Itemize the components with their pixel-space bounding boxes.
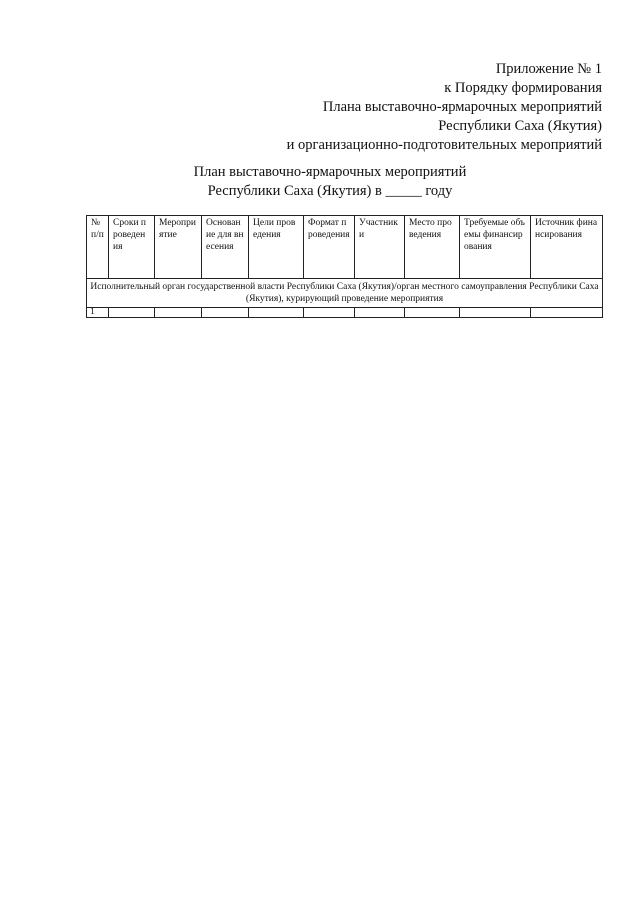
table-cell bbox=[202, 308, 249, 318]
title-line-2: Республики Саха (Якутия) в _____ году bbox=[207, 183, 453, 199]
column-header-number: № п/п bbox=[87, 216, 109, 279]
table-cell bbox=[109, 308, 155, 318]
appendix-line: и организационно-подготовительных мероприятий bbox=[286, 137, 602, 153]
document-title bbox=[150, 163, 510, 201]
table-cell bbox=[155, 308, 202, 318]
table-cell bbox=[405, 308, 460, 318]
column-header-format: Формат проведения bbox=[304, 216, 355, 279]
column-header-participants: Участники bbox=[355, 216, 405, 279]
table-cell bbox=[531, 308, 603, 318]
title-line-1: План выставочно-ярмарочных мероприятий bbox=[193, 164, 467, 180]
column-header-basis: Основание для внесения bbox=[202, 216, 249, 279]
appendix-header bbox=[287, 60, 602, 155]
column-header-venue: Место проведения bbox=[405, 216, 460, 279]
table-cell bbox=[355, 308, 405, 318]
table-row bbox=[87, 308, 603, 318]
table-cell: 1 bbox=[87, 308, 109, 318]
appendix-number: Приложение № 1 bbox=[495, 61, 602, 77]
plan-table bbox=[86, 215, 603, 318]
table-header-row bbox=[87, 216, 603, 279]
table-cell bbox=[460, 308, 531, 318]
column-header-dates: Сроки проведения bbox=[109, 216, 155, 279]
table-cell bbox=[304, 308, 355, 318]
appendix-line: Плана выставочно-ярмарочных мероприятий bbox=[322, 99, 602, 115]
column-header-funding-volume: Требуемые объемы финансирования bbox=[460, 216, 531, 279]
column-header-event: Мероприятие bbox=[155, 216, 202, 279]
section-row-text: Исполнительный орган государственной власти Республики Саха (Якутия)/орган местного самоуправления Республики Саха (Якутия), курирующий проведение мероприятия bbox=[87, 279, 603, 308]
column-header-goals: Цели проведения bbox=[249, 216, 304, 279]
appendix-line: к Порядку формирования bbox=[444, 80, 602, 96]
table-cell bbox=[249, 308, 304, 318]
table-section-row bbox=[87, 279, 603, 308]
appendix-line: Республики Саха (Якутия) bbox=[438, 118, 602, 134]
column-header-funding-source: Источник финансирования bbox=[531, 216, 603, 279]
